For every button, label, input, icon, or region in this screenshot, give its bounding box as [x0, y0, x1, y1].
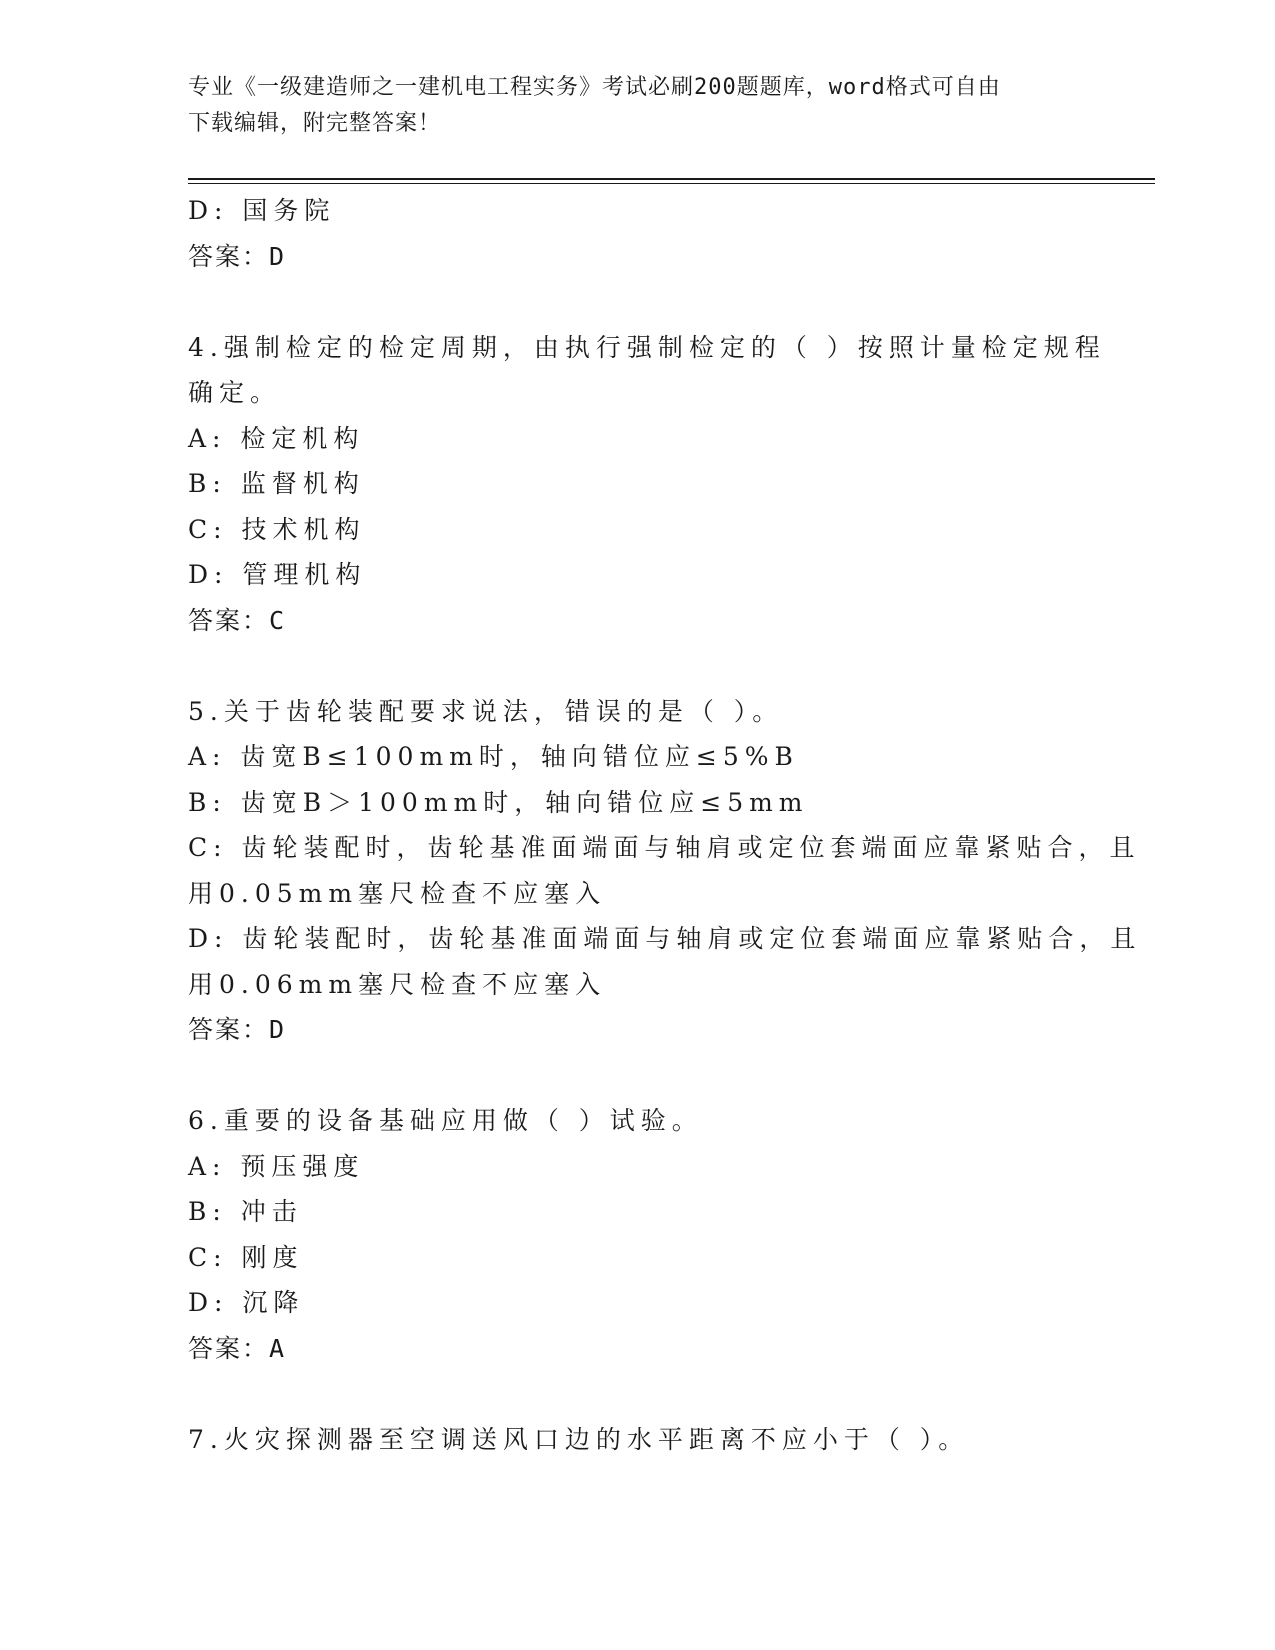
answer-line: 答案：A	[188, 1333, 287, 1363]
header-rule-top	[188, 178, 1155, 180]
option-d: D: 管理机构	[188, 560, 367, 589]
question-stem: 4.强制检定的检定周期，由执行强制检定的（ ）按照计量检定规程	[188, 332, 1106, 362]
answer-line: 答案：D	[188, 1015, 287, 1044]
option-d: D: 沉降	[188, 1288, 305, 1317]
option-c: C: 齿轮装配时，齿轮基准面端面与轴肩或定位套端面应靠紧贴合，且	[188, 833, 1141, 862]
option-d: D: 齿轮装配时，齿轮基准面端面与轴肩或定位套端面应靠紧贴合，且	[188, 924, 1142, 953]
question-stem-continued: 确定。	[188, 378, 282, 407]
option-b: B: 冲击	[188, 1197, 303, 1226]
option-d-continued: 用0.06mm塞尺检查不应塞入	[188, 969, 607, 999]
question-7	[188, 1417, 1088, 1463]
question-4	[188, 325, 1106, 644]
option-d: D: 国务院	[188, 196, 336, 225]
option-b: B: 监督机构	[188, 469, 365, 498]
answer-line: 答案：D	[188, 241, 287, 271]
question-stem: 7.火灾探测器至空调送风口边的水平距离不应小于（ ）。	[188, 1424, 970, 1454]
option-a: A: 预压强度	[188, 1151, 365, 1181]
option-c: C: 刚度	[188, 1242, 304, 1272]
question-3-tail	[188, 188, 1088, 279]
spacer	[188, 643, 1088, 689]
option-c: C: 技术机构	[188, 514, 366, 544]
header-line-2: 下载编辑，附完整答案！	[188, 111, 442, 136]
option-b: B: 齿宽B＞100mm时，轴向错位应≤5mm	[188, 787, 809, 817]
question-list	[188, 188, 1142, 1462]
document-header	[188, 70, 1088, 142]
option-a: A: 检定机构	[188, 423, 365, 453]
spacer	[188, 279, 1088, 325]
answer-line: 答案：C	[188, 605, 287, 635]
option-a: A: 齿宽B≤100mm时，轴向错位应≤5%B	[188, 742, 799, 771]
header-rule-bottom	[188, 183, 1155, 184]
header-line-1: 专业《一级建造师之一建机电工程实务》考试必刷200题题库，word格式可自由	[188, 75, 1001, 100]
option-c-continued: 用0.05mm塞尺检查不应塞入	[188, 878, 607, 908]
spacer	[188, 1053, 1088, 1099]
spacer	[188, 1371, 1088, 1417]
question-stem: 6.重要的设备基础应用做（ ）试验。	[188, 1106, 703, 1135]
question-6	[188, 1098, 1088, 1371]
question-5	[188, 689, 1142, 1053]
question-stem: 5.关于齿轮装配要求说法，错误的是（ ）。	[188, 696, 784, 726]
